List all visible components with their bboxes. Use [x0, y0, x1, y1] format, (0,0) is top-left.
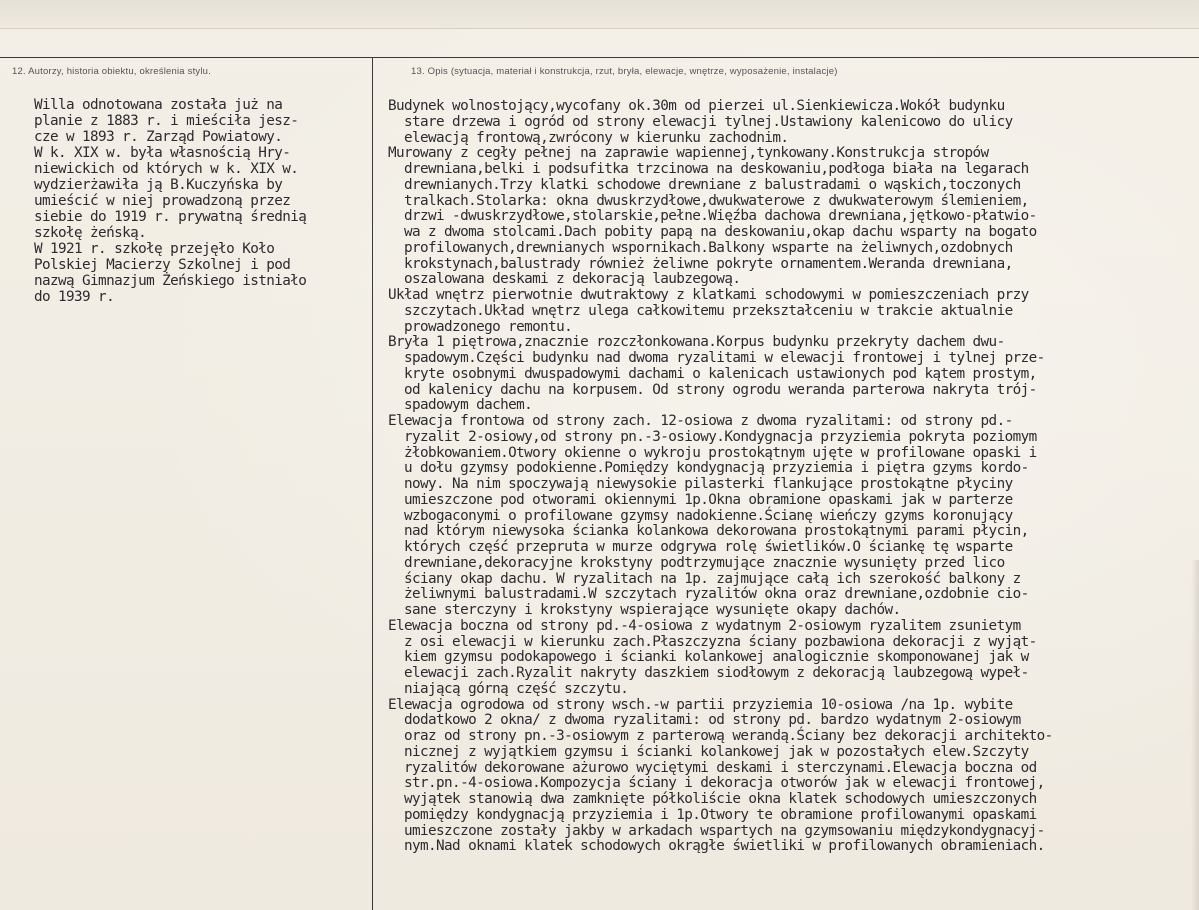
- description-text-line: z osi elewacji w kierunku zach.Płaszczyzna ściany pozbawiona dekoracji z wyjąt-: [388, 633, 1037, 650]
- description-text-line: spadowym dachem.: [388, 397, 533, 414]
- history-text-line: siebie do 1919 r. prywatną średnią: [34, 209, 307, 225]
- history-text-line: Willa odnotowana została już na: [34, 97, 283, 113]
- description-text-line: drzwi -dwuskrzydłowe,stolarskie,pełne.Więźba dachowa drewniana,jętkowo-płatwio-: [388, 208, 1037, 225]
- description-text-line: żłobkowaniem.Otwory okienne o wykroju prostokątnym ujęte w profilowane opaski i: [388, 444, 1037, 461]
- description-text-line: kryte osobnymi dwuspadowymi dachami o kalenicach ustawionych pod kątem prostym,: [388, 365, 1037, 382]
- history-text-line: nazwą Gimnazjum Żeńskiego istniało: [34, 273, 307, 289]
- description-text-line: elewacji zach.Ryzalit nakryty daszkiem siodłowym z dekoracją laubzegową wypeł-: [388, 665, 1029, 681]
- history-text-line: wydzierżawiła ją B.Kuczyńska by: [34, 177, 283, 193]
- description-text-line: wyjątek stanowią dwa zamknięte półkoliście okna klatek schodowych umieszczonych: [388, 791, 1037, 807]
- description-text-line: których część przepruta w murze odgrywa rolę świetlików.O ściankę tę wsparte: [388, 539, 1013, 555]
- description-text-line: stare drzewa i ogród od strony elewacji tylnej.Ustawiony kalenicowo do ulicy: [388, 113, 1013, 130]
- description-text-line: wa z dwoma stolcami.Dach pobity papą na deskowaniu,okap dachu wsparty na bogato: [388, 224, 1037, 240]
- description-text-line: elewacją frontową,zwrócony w kierunku zachodnim.: [388, 129, 789, 146]
- description-text-line: umieszczone zostały jakby w arkadach wspartych na gzymsowaniu międzykondygnacyj-: [388, 822, 1045, 839]
- description-text-block: [388, 99, 1188, 855]
- description-text-line: Murowany z cegły pełnej na zaprawie wapiennej,tynkowany.Konstrukcja stropów: [388, 145, 989, 162]
- left-column-header: 12. Autorzy, historia obiektu, określenia stylu.: [12, 66, 211, 77]
- description-text-line: nicznej z wyjątkiem gzymsu i ścianki kolankowej jak w pozostałych elew.Szczyty: [388, 743, 1029, 760]
- description-text-line: nym.Nad oknami klatek schodowych okrągłe świetliki w profilowanych obramieniach.: [388, 838, 1045, 855]
- description-text-line: ryzalitów dekorowane ażurowo wyciętymi deskami i sterczynami.Elewacja boczna od: [388, 759, 1037, 776]
- description-text-line: niającą górną część szczytu.: [388, 680, 629, 697]
- description-text-line: oszalowana deskami z dekoracją laubzegową.: [388, 271, 741, 288]
- description-text-line: profilowanych,drewnianych wspornikach.Balkony wsparte na żeliwnych,ozdobnych: [388, 239, 1013, 256]
- description-text-line: umieszczone pod otworami okiennymi 1p.Okna obramione opaskami jak w parterze: [388, 491, 1013, 508]
- description-text-line: ryzalit 2-osiowy,od strony pn.-3-osiowy.Kondygnacja przyziemia pokryta poziomym: [388, 428, 1037, 445]
- description-text-line: drewniana,belki i podsufitka trzcinowa na deskowaniu,podłoga biała na legarach: [388, 161, 1029, 177]
- description-text-line: dodatkowo 2 okna/ z dwoma ryzalitami: od strony pd. bardzo wydatnym 2-osiowym: [388, 712, 1021, 729]
- history-text-line: Polskiej Macierzy Szkolnej i pod: [34, 257, 291, 273]
- description-text-line: Układ wnętrz pierwotnie dwutraktowy z klatkami schodowymi w pomieszczeniach przy: [388, 287, 1029, 303]
- description-text-line: pomiędzy kondygnacją przyziemia i 1p.Otwory te obramione profilowanymi opaskami: [388, 806, 1037, 823]
- description-text-line: sane sterczyny i krokstyny wspierające wysunięte okapy dachów.: [388, 602, 901, 618]
- history-text-line: niewickich od których w k. XIX w.: [34, 161, 299, 177]
- description-text-line: wzbogaconymi o profilowane gzymsy nadokienne.Ścianę wieńczy gzyms koronujący: [388, 507, 1013, 524]
- description-text-line: prowadzonego remontu.: [388, 318, 573, 335]
- history-text-line: W k. XIX w. była własnością Hry-: [34, 145, 291, 161]
- history-text-block: [34, 97, 370, 305]
- description-text-line: oraz od strony pn.-3-osiowym z parterową werandą.Ściany bez dekoracji architekto-: [388, 728, 1053, 744]
- description-text-line: ściany okap dachu. W ryzalitach na 1p. zajmujące całą ich szerokość balkony z: [388, 570, 1021, 587]
- description-text-line: Elewacja frontowa od strony zach. 12-osiowa z dwoma ryzalitami: od strony pd.-: [388, 413, 1013, 429]
- right-column-header: 13. Opis (sytuacja, materiał i konstrukcja, rzut, bryła, elewacje, wnętrze, wyposażenie, instalacje): [411, 66, 838, 77]
- description-text-line: kiem gzymsu podokapowego i ścianki kolankowej analogicznie skomponowanej jak w: [388, 649, 1029, 666]
- history-text-line: do 1939 r.: [34, 289, 115, 305]
- column-divider: [372, 57, 373, 910]
- description-text-line: żeliwnymi balustradami.W szczytach ryzalitów okna oraz drewniane,ozdobnie cio-: [388, 586, 1029, 603]
- history-text-line: W 1921 r. szkołę przejęło Koło: [34, 241, 275, 257]
- page-top-edge: [0, 0, 1199, 29]
- description-text-line: krokstynach,balustrady również żeliwne pokryte ornamentem.Weranda drewniana,: [388, 255, 1013, 272]
- header-rule: [0, 57, 1199, 58]
- page-edge-shadow: [1191, 560, 1199, 910]
- description-text-line: str.pn.-4-osiowa.Kompozycja ściany i dekoracja otworów jak w elewacji frontowej,: [388, 775, 1045, 792]
- description-text-line: Elewacja boczna od strony pd.-4-osiowa z wydatnym 2-osiowym ryzalitem zsunietym: [388, 617, 1021, 634]
- history-text-line: cze w 1893 r. Zarząd Powiatowy.: [34, 129, 283, 145]
- description-text-line: drewnianych.Trzy klatki schodowe drewniane z balustradami o wąskich,toczonych: [388, 176, 1021, 193]
- description-text-line: spadowym.Części budynku nad dwoma ryzalitami w elewacji frontowej i tylnej prze-: [388, 350, 1045, 366]
- description-text-line: Elewacja ogrodowa od strony wsch.-w partii przyziemia 10-osiowa /na 1p. wybite: [388, 696, 1013, 713]
- description-text-line: szczytach.Układ wnętrz ulega całkowitemu przekształceniu w trakcie aktualnie: [388, 302, 1013, 319]
- description-text-line: Budynek wolnostojący,wycofany ok.30m od pierzei ul.Sienkiewicza.Wokół budynku: [388, 98, 1005, 114]
- description-text-line: nad którym niewysoka ścianka kolankowa dekorowana prostokątnymi parami płycin,: [388, 523, 1029, 540]
- description-text-line: u dołu gzymsy podokienne.Pomiędzy kondygnacją przyziemia i piętra gzyms kordo-: [388, 460, 1029, 477]
- description-text-line: Bryła 1 piętrowa,znacznie rozczłonkowana.Korpus budynku przekryty dachem dwu-: [388, 334, 1005, 351]
- description-text-line: drewniane,dekoracyjne krokstyny podtrzymujące znacznie wysunięty przed lico: [388, 554, 1005, 571]
- history-text-line: umieścić w niej prowadzoną przez: [34, 193, 291, 209]
- history-text-line: planie z 1883 r. i mieściła jesz-: [34, 113, 299, 129]
- history-text-line: szkołę żeńską.: [34, 225, 147, 241]
- description-text-line: nowy. Na nim spoczywają niewysokie pilasterki flankujące prostokątne płyciny: [388, 476, 1013, 492]
- description-text-line: od kalenicy dachu na korpusem. Od strony ogrodu weranda parterowa nakryta trój-: [388, 381, 1037, 398]
- description-text-line: tralkach.Stolarka: okna dwuskrzydłowe,dwukwaterowe z dwukwaterowym ślemieniem,: [388, 192, 1029, 209]
